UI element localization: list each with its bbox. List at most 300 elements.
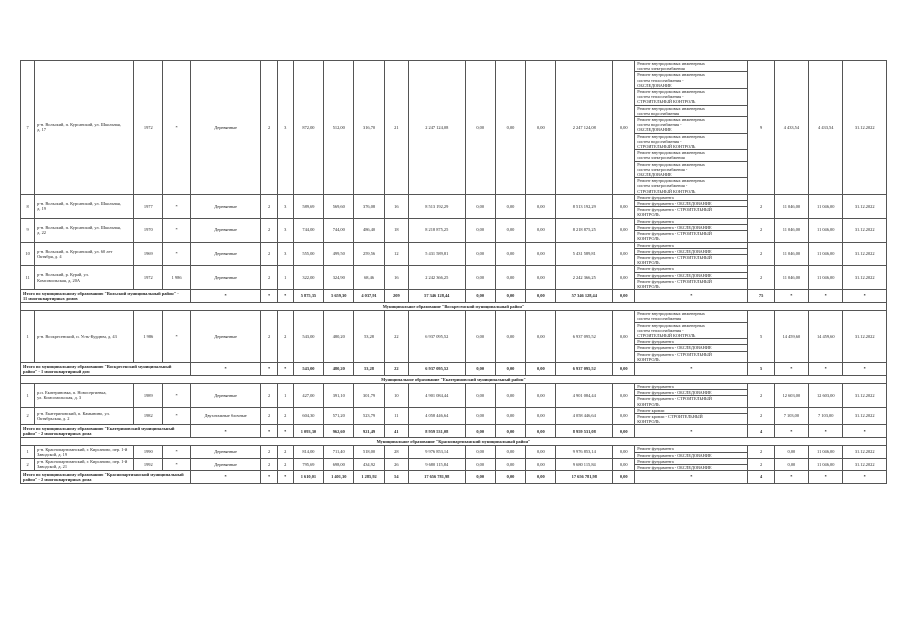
building-row [21, 61, 887, 195]
total-deadline: * [843, 471, 887, 484]
repair-work-line: систем электроснабжения - [637, 166, 688, 172]
commission-year: 1977 [134, 194, 163, 218]
overhaul-year: * [163, 242, 190, 266]
limit-cost: 7 103,00 [809, 407, 843, 425]
table-body [21, 61, 887, 484]
residents: 16 [384, 266, 408, 290]
building-address [35, 266, 134, 290]
repair-method: 2 [748, 218, 774, 242]
cost2: 8 218 875,25 [556, 218, 613, 242]
repair-works-list [635, 242, 748, 266]
c2: 0,00 [495, 383, 525, 407]
repair-work-line: Ремонт внутридомовых инженерных [637, 117, 705, 123]
repair-work-line: Ремонт фундамента [637, 242, 674, 248]
cost: 9 680 115,84 [408, 458, 465, 470]
repair-work-line: систем теплоснабжения [637, 316, 682, 322]
building-row [21, 218, 887, 242]
repair-work-item [635, 117, 747, 134]
area-living: 711,40 [324, 446, 354, 458]
repair-work-line: Ремонт внутридомовых инженерных [637, 178, 705, 184]
area-nonliving: 301,79 [354, 383, 384, 407]
limit-cost: 11 046,00 [809, 446, 843, 458]
wall-material: Деревянные [190, 194, 261, 218]
total-area-nonliving: 4 037,91 [354, 290, 384, 303]
cost: 8 218 875,25 [408, 218, 465, 242]
c1: 0,00 [465, 407, 495, 425]
residents: 12 [384, 242, 408, 266]
repair-work-line: Ремонт внутридомовых инженерных [637, 311, 705, 317]
floors-count: 2 [261, 383, 277, 407]
cell-text-line: район" - 1 многоквартирный дом [23, 368, 90, 374]
repair-work-line: Ремонт фундамента - ОБСЛЕДОВАНИЕ [637, 390, 712, 396]
total-area-living: 1 401,30 [324, 471, 354, 484]
repair-work-line: КОНТРОЛЬ [637, 212, 660, 218]
row-number: 1 [21, 383, 35, 407]
c3: 0,00 [526, 458, 556, 470]
cell-text-line: ул. Комсомольская, д. 3 [37, 395, 82, 401]
overhaul-year: * [163, 61, 190, 195]
cell-text-line: д. 22 [37, 230, 46, 236]
building-address [35, 242, 134, 266]
repair-work-line: Ремонт фундамента - ОБСЛЕДОВАНИЕ [637, 224, 712, 230]
area-living: 744,00 [324, 218, 354, 242]
total-cost: 17 656 781,98 [408, 471, 465, 484]
cell-text-line: Октября, д. 4 [37, 253, 62, 259]
cell-text-line: р.п. Екатериновка, п. Новосергиевка, [37, 389, 107, 395]
cell-text-line: р-н. Екатериновский, п. Камынино, ул. [37, 410, 110, 416]
wall-material: Деревянные [190, 383, 261, 407]
cell-text-line: р-н. Вольский, п. Курсанский, ул. 60 лет [37, 248, 113, 254]
cost: 9 976 853,14 [408, 446, 465, 458]
total-c2: 0,00 [495, 471, 525, 484]
repair-work-line: СТРОИТЕЛЬНЫЙ КОНТРОЛЬ [637, 99, 696, 105]
c2: 0,00 [495, 446, 525, 458]
repair-work-line: Ремонт фундамента [637, 383, 674, 389]
cost: 2 247 124,08 [408, 61, 465, 195]
cell-text-line: 11 многоквартирных домов [23, 296, 78, 302]
area-total: 872,00 [293, 61, 323, 195]
c2: 0,00 [495, 218, 525, 242]
repair-work-line: Ремонт фундамента [637, 218, 674, 224]
residents: 16 [384, 194, 408, 218]
total-limit-cost: * [809, 290, 843, 303]
repair-work-line: Ремонт внутридомовых инженерных [637, 61, 705, 66]
row-number: 2 [21, 458, 35, 470]
total-method: 4 [748, 425, 774, 438]
cell-text-line: р-н. Вольский, п. Курсанский, ул. Школьная, [37, 224, 121, 230]
building-address [35, 458, 134, 470]
total-c2: 0,00 [495, 290, 525, 303]
limit-cost: 11 046,00 [809, 218, 843, 242]
wall-material: Деревянные [190, 242, 261, 266]
total-c1: 0,00 [465, 362, 495, 375]
cell-text-line: р-н. Краснопартизанский, г. Кирсаново, пер. 1-й [37, 459, 128, 465]
total-label [21, 425, 191, 438]
floors-count: 2 [261, 194, 277, 218]
overhaul-year: * [163, 407, 190, 425]
deadline: 31.12.2022 [843, 242, 887, 266]
area-living: 499,50 [324, 242, 354, 266]
cost: 8 513 192,29 [408, 194, 465, 218]
repair-work-line: Ремонт фундамента - СТРОИТЕЛЬНЫЙ [637, 231, 712, 237]
repair-work-line: систем водоснабжения - [637, 138, 682, 144]
c4: 0,00 [613, 446, 635, 458]
total-method: 4 [748, 471, 774, 484]
cost2: 9 680 115,84 [556, 458, 613, 470]
total-c4: 0,00 [613, 290, 635, 303]
cost2: 8 513 192,29 [556, 194, 613, 218]
total-label [21, 362, 191, 375]
total-limit-cost: * [809, 471, 843, 484]
entrances-count: 3 [277, 242, 293, 266]
total-works: * [635, 362, 748, 375]
total-c1: 0,00 [465, 290, 495, 303]
section-title: Муниципальное образование "Екатериновский муниципальный район" [21, 375, 887, 383]
wall-material: Деревянные [190, 458, 261, 470]
cost2: 5 431 589,81 [556, 242, 613, 266]
cost: 6 937 095,52 [408, 311, 465, 363]
c4: 0,00 [613, 458, 635, 470]
overhaul-year: * [163, 218, 190, 242]
total-unit-cost: * [774, 471, 808, 484]
total-material: * [190, 362, 261, 375]
row-number: 9 [21, 218, 35, 242]
cost: 5 431 589,81 [408, 242, 465, 266]
area-total: 604,30 [293, 407, 323, 425]
repair-works-list [635, 446, 748, 458]
wall-material: Деревянные [190, 61, 261, 195]
c3: 0,00 [526, 61, 556, 195]
total-method: 75 [748, 290, 774, 303]
repair-work-line: Ремонт фундамента [637, 458, 674, 464]
area-nonliving: 259,56 [354, 242, 384, 266]
unit-cost: 0,00 [774, 446, 808, 458]
repair-work-line: систем теплоснабжения - [637, 327, 684, 333]
repair-work-line: Ремонт фундамента [637, 446, 674, 452]
row-number: 2 [21, 407, 35, 425]
c3: 0,00 [526, 266, 556, 290]
repair-work-item [635, 207, 747, 217]
commission-year: 1989 [134, 383, 163, 407]
commission-year: 1969 [134, 242, 163, 266]
area-nonliving: 68,46 [354, 266, 384, 290]
area-total: 744,00 [293, 218, 323, 242]
entrances-count: 3 [277, 218, 293, 242]
repair-work-line: Ремонт фундамента [637, 266, 674, 272]
c3: 0,00 [526, 407, 556, 425]
repair-method: 2 [748, 383, 774, 407]
unit-cost: 11 046,00 [774, 218, 808, 242]
building-address [35, 407, 134, 425]
repair-work-line: Ремонт внутридомовых инженерных [637, 133, 705, 139]
repair-work-line: Ремонт внутридомовых инженерных [637, 105, 705, 111]
deadline: 31.12.2022 [843, 446, 887, 458]
repair-work-line: Ремонт фундамента - ОБСЛЕДОВАНИЕ [637, 201, 712, 207]
floors-count: 2 [261, 266, 277, 290]
c2: 0,00 [495, 407, 525, 425]
c2: 0,00 [495, 194, 525, 218]
repair-method: 5 [748, 311, 774, 363]
total-label [21, 290, 191, 303]
total-works: * [635, 425, 748, 438]
total-material: * [190, 471, 261, 484]
area-total: 814,00 [293, 446, 323, 458]
limit-cost: 11 046,00 [809, 242, 843, 266]
repair-works-list [635, 407, 748, 425]
total-c3: 0,00 [526, 290, 556, 303]
municipality-section-row [21, 303, 887, 311]
c1: 0,00 [465, 458, 495, 470]
cost2: 9 976 853,14 [556, 446, 613, 458]
c4: 0,00 [613, 218, 635, 242]
total-entrances: * [277, 362, 293, 375]
limit-cost: 14 459,60 [809, 311, 843, 363]
c1: 0,00 [465, 218, 495, 242]
wall-material: Деревянные [190, 311, 261, 363]
cell-text-line: Октябрьская, д. 2 [37, 416, 70, 422]
repair-works-list [635, 194, 748, 218]
repair-work-line: Ремонт фундамента - ОБСЛЕДОВАНИЕ [637, 272, 712, 278]
repair-works-list [635, 383, 748, 407]
repair-works-list [635, 311, 748, 363]
total-cost: 6 937 095,52 [408, 362, 465, 375]
residents: 28 [384, 446, 408, 458]
limit-cost: 12 603,00 [809, 383, 843, 407]
total-entrances: * [277, 471, 293, 484]
area-living: 569,60 [324, 194, 354, 218]
total-c4: 0,00 [613, 425, 635, 438]
building-row [21, 407, 887, 425]
deadline: 31.12.2022 [843, 407, 887, 425]
deadline: 31.12.2022 [843, 311, 887, 363]
total-area-total: 1 610,01 [293, 471, 323, 484]
repair-work-item [635, 396, 747, 406]
c4: 0,00 [613, 194, 635, 218]
total-cost2: 8 959 531,08 [556, 425, 613, 438]
repair-work-line: систем теплоснабжения - [637, 77, 684, 83]
cost: 2 242 366,25 [408, 266, 465, 290]
wall-material: Деревянные [190, 266, 261, 290]
total-floors: * [261, 290, 277, 303]
unit-cost: 0,00 [774, 458, 808, 470]
cell-text-line: р-н. Вольский, р. Курай, ул. [37, 272, 89, 278]
floors-count: 2 [261, 446, 277, 458]
building-address [35, 383, 134, 407]
cell-text-line: Заводской, д. 19 [37, 452, 68, 458]
repair-work-line: Ремонт фундамента - СТРОИТЕЛЬНЫЙ [637, 207, 712, 213]
repair-work-item [635, 231, 747, 241]
total-works: * [635, 471, 748, 484]
c3: 0,00 [526, 446, 556, 458]
repair-works-list [635, 266, 748, 290]
building-row [21, 242, 887, 266]
repair-work-line: Ремонт фундамента - СТРОИТЕЛЬНЫЙ [637, 396, 712, 402]
row-number: 8 [21, 194, 35, 218]
repair-works-list [635, 218, 748, 242]
total-limit-cost: * [809, 362, 843, 375]
area-total: 589,69 [293, 194, 323, 218]
repair-work-line: систем электроснабжения [637, 66, 685, 72]
deadline: 31.12.2022 [843, 61, 887, 195]
repair-works-list [635, 458, 748, 470]
area-living: 480,20 [324, 311, 354, 363]
unit-cost: 14 459,60 [774, 311, 808, 363]
total-floors: * [261, 362, 277, 375]
floors-count: 2 [261, 458, 277, 470]
building-address [35, 311, 134, 363]
area-nonliving: 518,00 [354, 446, 384, 458]
c1: 0,00 [465, 311, 495, 363]
municipality-total-row [21, 471, 887, 484]
building-row [21, 383, 887, 407]
repair-work-item [635, 134, 747, 151]
repair-work-item [635, 352, 747, 362]
repair-work-line: КОНТРОЛЬ [637, 356, 660, 362]
c1: 0,00 [465, 266, 495, 290]
repair-work-line: Ремонт фундамента - ОБСЛЕДОВАНИЕ [637, 345, 712, 351]
overhaul-year: 1 986 [163, 266, 190, 290]
cost2: 6 937 095,52 [556, 311, 613, 363]
entrances-count: 2 [277, 311, 293, 363]
c2: 0,00 [495, 266, 525, 290]
building-row [21, 458, 887, 470]
commission-year: 1992 [134, 458, 163, 470]
total-area-nonliving: 921,49 [354, 425, 384, 438]
total-c1: 0,00 [465, 471, 495, 484]
repair-work-line: систем водоснабжения - [637, 122, 682, 128]
repair-works-list [635, 61, 748, 195]
unit-cost: 11 046,00 [774, 242, 808, 266]
building-address [35, 61, 134, 195]
total-area-nonliving: 1 285,92 [354, 471, 384, 484]
total-entrances: * [277, 425, 293, 438]
repair-work-line: систем водоснабжения [637, 110, 680, 116]
c1: 0,00 [465, 194, 495, 218]
c1: 0,00 [465, 446, 495, 458]
repair-work-item [635, 255, 747, 265]
repair-work-item [635, 414, 747, 424]
row-number: 11 [21, 266, 35, 290]
deadline: 31.12.2022 [843, 266, 887, 290]
area-nonliving: 316,70 [354, 61, 384, 195]
cell-text-line: р-н. Вольский, п. Курсанский, ул. Школьная, [37, 122, 121, 128]
residents: 18 [384, 218, 408, 242]
total-c3: 0,00 [526, 362, 556, 375]
entrances-count: 3 [277, 194, 293, 218]
total-cost: 57 346 128,44 [408, 290, 465, 303]
cost2: 4 058 446,64 [556, 407, 613, 425]
floors-count: 2 [261, 407, 277, 425]
residents: 22 [384, 311, 408, 363]
repair-work-item [635, 453, 747, 458]
repair-work-line: систем электроснабжения - [637, 183, 688, 189]
row-number: 7 [21, 61, 35, 195]
repair-method: 2 [748, 407, 774, 425]
total-c4: 0,00 [613, 471, 635, 484]
entrances-count: 3 [277, 61, 293, 195]
c1: 0,00 [465, 383, 495, 407]
repair-method: 2 [748, 446, 774, 458]
total-residents: 209 [384, 290, 408, 303]
total-deadline: * [843, 425, 887, 438]
repair-work-line: Ремонт внутридомовых инженерных [637, 89, 705, 95]
cell-text-line: Итого по муниципальному образованию "Воскресенский муниципальный [23, 363, 172, 369]
total-c3: 0,00 [526, 425, 556, 438]
wall-material: Деревянные [190, 446, 261, 458]
c1: 0,00 [465, 61, 495, 195]
repair-work-line: ОБСЛЕДОВАНИЕ [637, 82, 672, 88]
repair-work-line: систем электроснабжения [637, 155, 685, 161]
overhaul-year: * [163, 311, 190, 363]
building-row [21, 446, 887, 458]
c4: 0,00 [613, 61, 635, 195]
repair-work-item [635, 61, 747, 72]
total-floors: * [261, 471, 277, 484]
repair-work-line: Ремонт кровли [637, 407, 665, 413]
cost2: 2 247 124,08 [556, 61, 613, 195]
overhaul-year: * [163, 383, 190, 407]
entrances-count: 2 [277, 458, 293, 470]
residents: 10 [384, 383, 408, 407]
unit-cost: 7 103,00 [774, 407, 808, 425]
deadline: 31.12.2022 [843, 458, 887, 470]
total-cost2: 6 937 095,52 [556, 362, 613, 375]
total-c3: 0,00 [526, 471, 556, 484]
row-number: 10 [21, 242, 35, 266]
unit-cost: 4 433,54 [774, 61, 808, 195]
repair-work-item [635, 89, 747, 106]
commission-year: 1 986 [134, 311, 163, 363]
area-total: 427,00 [293, 383, 323, 407]
cell-text-line: Итого по муниципальному образованию "Вольский муниципальный район" - [23, 290, 179, 296]
cell-text-line: Заводской, д. 21 [37, 464, 68, 470]
total-limit-cost: * [809, 425, 843, 438]
unit-cost: 11 046,00 [774, 194, 808, 218]
area-living: 571,20 [324, 407, 354, 425]
repair-work-line: систем теплоснабжения - [637, 94, 684, 100]
building-row [21, 194, 887, 218]
wall-material: Двухэтажные блочные [190, 407, 261, 425]
cost2: 2 242 366,25 [556, 266, 613, 290]
entrances-count: 1 [277, 383, 293, 407]
commission-year: 1970 [134, 218, 163, 242]
repair-work-item [635, 178, 747, 194]
commission-year: 1982 [134, 407, 163, 425]
repair-work-line: Ремонт фундамента [637, 194, 674, 200]
row-number: 1 [21, 311, 35, 363]
total-unit-cost: * [774, 425, 808, 438]
limit-cost: 11 046,00 [809, 458, 843, 470]
area-total: 322,00 [293, 266, 323, 290]
row-number: 1 [21, 446, 35, 458]
repair-work-line: Ремонт фундамента - СТРОИТЕЛЬНЫЙ [637, 278, 712, 284]
cost: 4 058 446,64 [408, 407, 465, 425]
repair-work-item [635, 465, 747, 470]
repair-work-item [635, 162, 747, 179]
building-address [35, 194, 134, 218]
repair-work-line: Ремонт внутридомовых инженерных [637, 161, 705, 167]
floors-count: 2 [261, 311, 277, 363]
total-c4: 0,00 [613, 362, 635, 375]
total-c2: 0,00 [495, 362, 525, 375]
cell-text-line: Итого по муниципальному образованию "Екатериновский муниципальный [23, 425, 175, 431]
total-area-nonliving: 53,28 [354, 362, 384, 375]
entrances-count: 2 [277, 407, 293, 425]
capital-repair-register-table [20, 60, 887, 484]
overhaul-year: * [163, 446, 190, 458]
total-deadline: * [843, 290, 887, 303]
repair-work-item [635, 279, 747, 289]
